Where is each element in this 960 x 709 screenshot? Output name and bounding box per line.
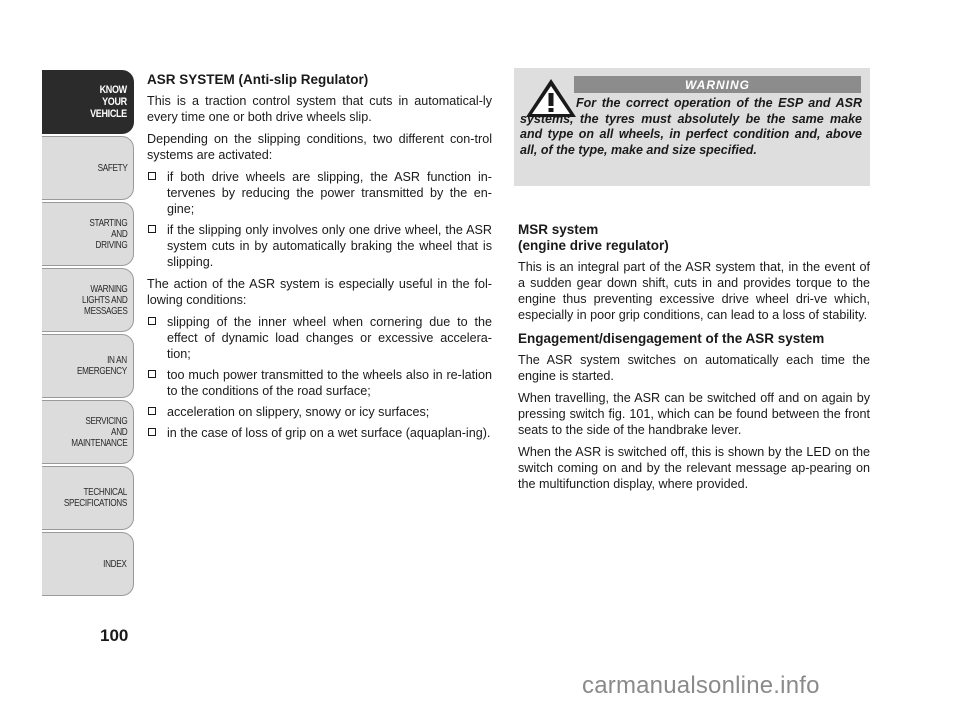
tab-label: TECHNICAL SPECIFICATIONS <box>63 487 127 509</box>
list-item: too much power transmitted to the wheels also in re-lation to the conditions of the road surface; <box>147 367 492 399</box>
tab-safety[interactable] <box>42 136 134 200</box>
paragraph: When the ASR is switched off, this is shown by the LED on the switch coming on and by the relevant message ap-pearing on the multifunction display, where provided. <box>518 445 870 491</box>
list-item: in the case of loss of grip on a wet surface (aquaplan-ing). <box>147 425 492 441</box>
tab-technical-specs[interactable] <box>42 466 134 530</box>
tab-know-your-vehicle[interactable] <box>42 70 134 134</box>
chapter-tabs <box>42 70 134 598</box>
paragraph: The ASR system switches on automatically each time the engine is started. <box>518 353 870 383</box>
left-column <box>147 72 492 447</box>
list-item: if both drive wheels are slipping, the ASR function in-tervenes by reducing the power transmitted by the en-gine; <box>147 169 492 217</box>
paragraph: The action of the ASR system is especially useful in the fol-lowing conditions: <box>147 277 492 307</box>
tab-label: IN AN EMERGENCY <box>77 355 127 377</box>
list-item: if the slipping only involves only one drive wheel, the ASR system cuts in by automatically braking the wheel that is slipping. <box>147 222 492 270</box>
watermark: carmanualsonline.info <box>582 672 820 699</box>
bullet-list <box>147 169 492 270</box>
tab-label: SAFETY <box>97 162 127 174</box>
warning-box <box>514 68 870 186</box>
section-heading-asr: ASR SYSTEM (Anti-slip Regulator) <box>147 72 369 87</box>
paragraph: Depending on the slipping conditions, two different con-trol systems are activated: <box>147 132 492 162</box>
tab-label: KNOW YOUR VEHICLE <box>90 84 127 120</box>
section-heading-msr-sub: (engine drive regulator) <box>518 238 669 253</box>
page-number: 100 <box>100 626 129 645</box>
paragraph: When travelling, the ASR can be switched off and on again by pressing switch fig. 101, which can be found between the front seats to the side of the handbrake lever. <box>518 391 870 437</box>
section-heading-msr: MSR system <box>518 222 599 237</box>
warning-title: WARNING <box>685 77 750 92</box>
right-column <box>518 222 870 498</box>
tab-emergency[interactable] <box>42 334 134 398</box>
checkbox-bullet-icon <box>148 428 156 436</box>
paragraph: This is a traction control system that cuts in automatical-ly every time one or both drive wheels slip. <box>147 94 492 124</box>
checkbox-bullet-icon <box>148 172 156 180</box>
section-heading-engagement: Engagement/disengagement of the ASR system <box>518 331 825 346</box>
tab-label: WARNING LIGHTS AND MESSAGES <box>81 283 127 317</box>
bullet-list <box>147 314 492 441</box>
tab-servicing[interactable] <box>42 400 134 464</box>
tab-label: SERVICING AND MAINTENANCE <box>70 415 127 449</box>
warning-title-bar <box>574 76 861 93</box>
tab-label: INDEX <box>103 558 127 570</box>
tab-warning-lights[interactable] <box>42 268 134 332</box>
warning-text: For the correct operation of the ESP and ASR systems, the tyres must absolutely be the same make and type on all wheels, in perfect condition and, above all, of the type, make and size specified. <box>520 96 862 157</box>
checkbox-bullet-icon <box>148 370 156 378</box>
paragraph: This is an integral part of the ASR system that, in the event of a sudden gear down shift, cuts in and provides torque to the engine thus preventing excessive drive wheel dri-ve which, especially in poor grip conditions, can lead to a loss of stability. <box>518 260 870 322</box>
checkbox-bullet-icon <box>148 407 156 415</box>
tab-index[interactable] <box>42 532 134 596</box>
list-item: acceleration on slippery, snowy or icy surfaces; <box>147 404 492 420</box>
checkbox-bullet-icon <box>148 225 156 233</box>
tab-starting-and-driving[interactable] <box>42 202 134 266</box>
list-item: slipping of the inner wheel when cornering due to the effect of dynamic load changes or excessive accelera-tion; <box>147 314 492 362</box>
tab-label: STARTING AND DRIVING <box>88 217 127 251</box>
checkbox-bullet-icon <box>148 317 156 325</box>
